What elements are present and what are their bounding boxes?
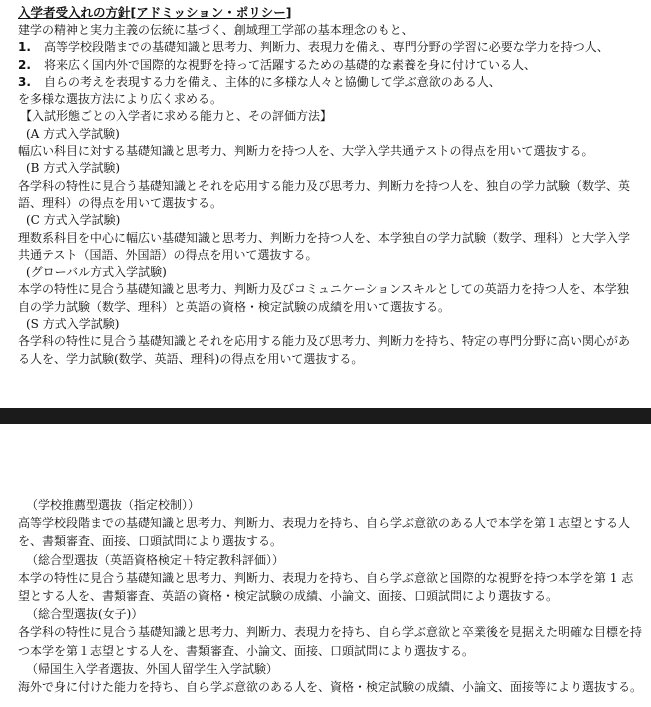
list-item-text: 高等学校段階までの基礎知識と思考力、判断力、表現力を備え、専門分野の学習に必要な学力を持つ人、: [44, 40, 609, 55]
section-heading: 【入試形態ごとの入学者に求める能力と、その評価方法】: [20, 109, 333, 124]
method-body: 海外で身に付けた能力を持ち、自ら学ぶ意欲のある人を、資格・検定試験の成績、小論文、面接等により選抜する。: [18, 680, 643, 695]
method-body: 高等学校段階までの基礎知識と思考力、判断力、表現力を持ち、自ら学ぶ意欲のある人で本学を第１志望とする人を、書類審査、面接、口頭試問により選抜する。: [18, 516, 631, 549]
method-heading: (A 方式入学試験): [26, 126, 120, 141]
intro-text: 建学の精神と実力主義の伝統に基づく、創域理工学部の基本理念のもと、: [18, 23, 414, 37]
method-heading: （帰国生入学者選抜、外国人留学生入学試験）: [26, 661, 279, 676]
method-body: 幅広い科目に対する基礎知識と思考力、判断力を持つ人を、大学入学共通テストの得点を用いて選抜する。: [18, 144, 594, 159]
list-item-text: 自らの考えを表現する力を備え、主体的に多様な人々と協働して学ぶ意欲のある人、: [44, 74, 501, 89]
list-item-text: 将来広く国内外で国際的な視野を持って活躍するための基礎的な素養を身に付けている人、: [44, 57, 537, 72]
page-title: 入学者受入れの方針[アドミッション・ポリシー]: [18, 5, 292, 20]
document-page-bottom: [0, 424, 651, 707]
list-number: 3.: [18, 74, 31, 89]
method-heading: （総合型選抜（英語資格検定＋特定教科評価））: [26, 552, 285, 567]
list-item: [18, 74, 641, 91]
method-heading: （学校推薦型選抜（指定校制））: [26, 498, 201, 512]
method-body: 本学の特性に見合う基礎知識と思考力、判断力、表現力を持ち、自ら学ぶ意欲と国際的な視野を持つ本学を第 1 志望とする人を、書類審査、英語の資格・検定試験の成績、小論文、面接、口頭試問により選抜する。: [18, 570, 634, 604]
page-separator: [0, 408, 651, 424]
method-body: 各学科の特性に見合う基礎知識とそれを応用する能力及び思考力、判断力を持ち、特定の専門分野に高い関心がある人を、学力試験(数学、英語、理科)の得点を用いて選抜する。: [18, 334, 631, 366]
closing-text: を多様な選抜方法により広く求める。: [18, 92, 223, 107]
list-number: 1.: [18, 40, 31, 55]
method-heading: (S 方式入学試験): [26, 317, 120, 332]
list-item: [18, 39, 641, 56]
method-body: 本学の特性に見合う基礎知識と思考力、判断力及びコミュニケーションスキルとしての英語力を持つ人を、本学独自の学力試験（数学、理科）と英語の資格・検定試験の成績を用いて選抜する。: [18, 282, 629, 314]
method-heading: (グローバル方式入学試験): [26, 265, 167, 280]
list-number: 2.: [18, 57, 31, 72]
method-heading: （総合型選抜(女子)）: [26, 607, 144, 622]
method-body: 各学科の特性に見合う基礎知識とそれを応用する能力及び思考力、判断力を持つ人を、独自の学力試験（数学、英語、理科）の得点を用いて選抜する。: [18, 178, 631, 210]
method-heading: (B 方式入学試験): [26, 161, 120, 176]
method-body: 各学科の特性に見合う基礎知識と思考力、判断力、表現力を持ち、自ら学ぶ意欲と卒業後を見据えた明確な目標を持つ本学を第１志望とする人を、書類審査、小論文、面接、口頭試問により選抜する。: [18, 625, 643, 658]
method-body: 理数系科目を中心に幅広い基礎知識と思考力、判断力を持つ人を、本学独自の学力試験（数学、理科）と大学入学共通テスト（国語、外国語）の得点を用いて選抜する。: [18, 230, 631, 262]
method-heading: (C 方式入学試験): [26, 213, 121, 228]
list-item: [18, 57, 641, 74]
